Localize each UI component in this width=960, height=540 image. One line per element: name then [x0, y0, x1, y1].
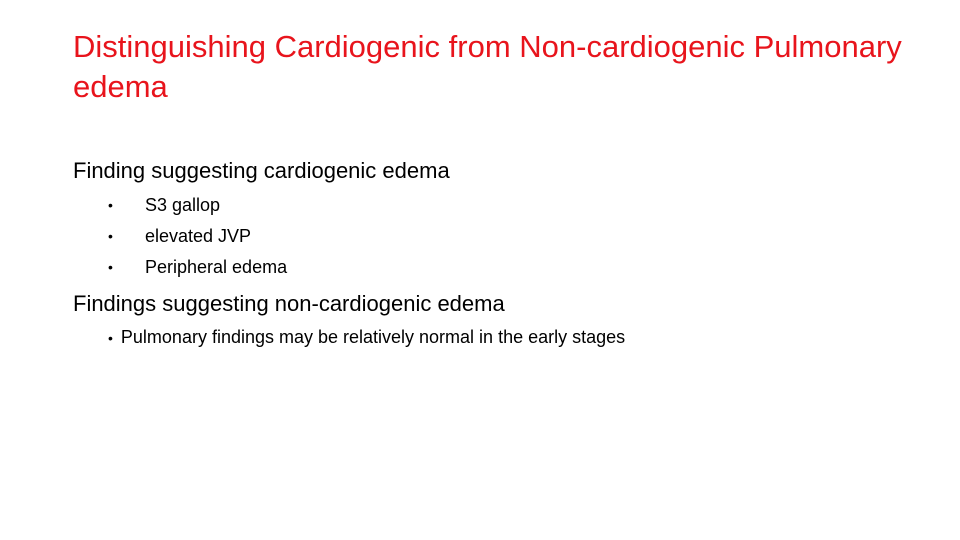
list-item-text: Peripheral edema — [145, 257, 288, 277]
bullet-icon: • — [108, 228, 113, 244]
slide-title: Distinguishing Cardiogenic from Non-cardiogenic Pulmonary edema — [73, 29, 902, 105]
list-item-text: Pulmonary findings may be relatively normal in the early stages — [120, 327, 626, 347]
bullet-icon: • — [108, 259, 113, 275]
section-heading-non-cardiogenic: Findings suggesting non-cardiogenic edema — [73, 291, 505, 316]
bullet-icon: • — [108, 197, 113, 213]
section-heading-cardiogenic: Finding suggesting cardiogenic edema — [73, 158, 450, 183]
list-item-text: elevated JVP — [145, 226, 252, 246]
list-item-text: S3 gallop — [145, 195, 221, 215]
list-item — [108, 325, 625, 350]
bullet-icon: • — [108, 330, 113, 346]
